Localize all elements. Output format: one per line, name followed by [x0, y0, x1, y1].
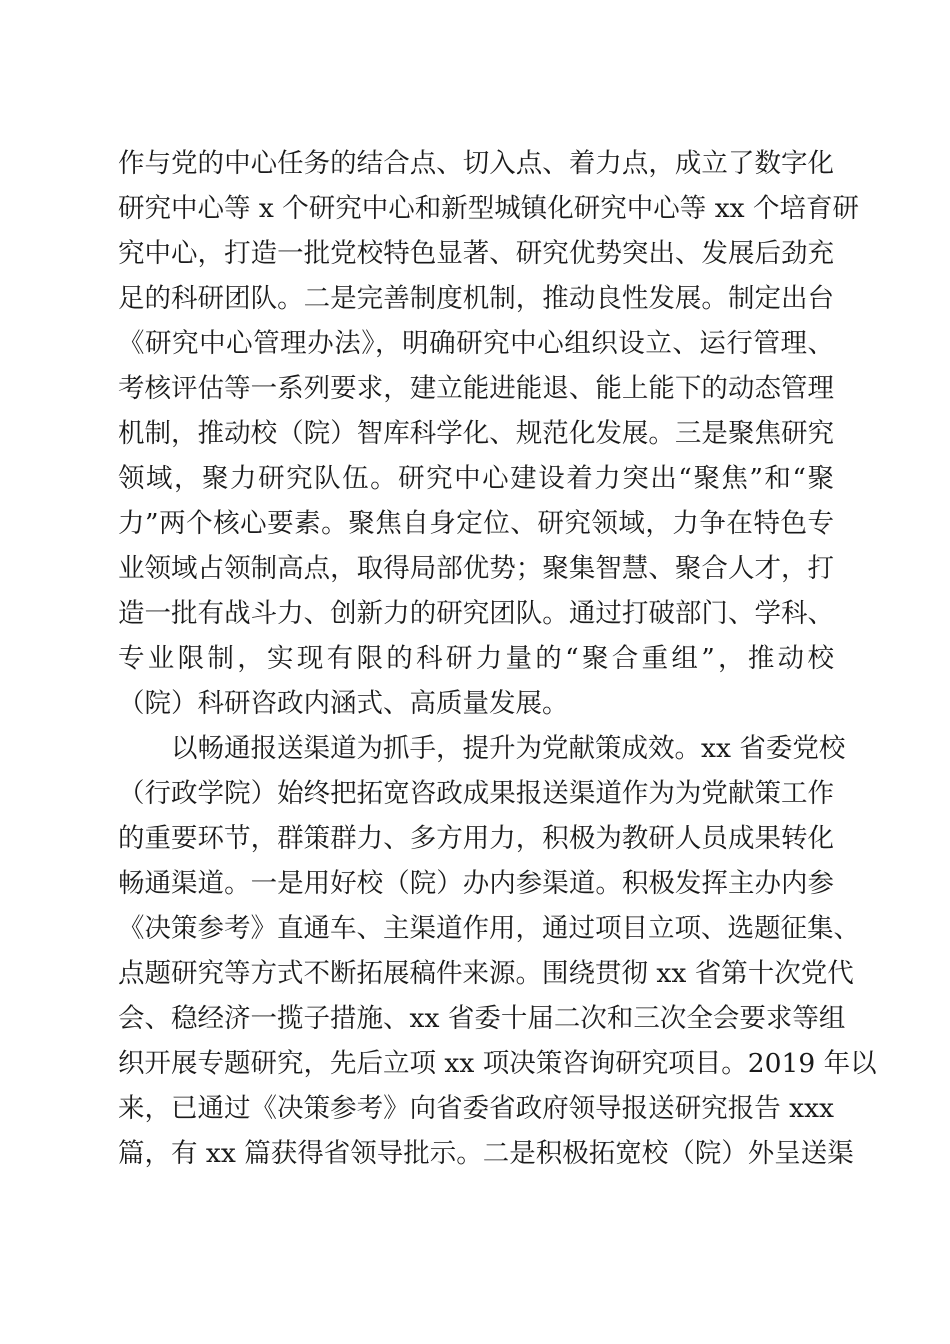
text-line: 畅通渠道。一是用好校（院）办内参渠道。积极发挥主办内参: [118, 868, 834, 899]
text-line: 以畅通报送渠道为抓手，提升为党献策成效。xx 省委党校: [171, 733, 846, 764]
text-line: 来，已通过《决策参考》向省委省政府领导报送研究报告 xxx: [118, 1093, 834, 1124]
text-line: 织开展专题研究，先后立项 xx 项决策咨询研究项目。2019 年以: [118, 1048, 877, 1079]
text-line: 专业限制，实现有限的科研力量的“聚合重组”，推动校: [118, 643, 834, 674]
text-line: 领域，聚力研究队伍。研究中心建设着力突出“聚焦”和“聚: [118, 463, 834, 494]
text-line: 点题研究等方式不断拓展稿件来源。围绕贯彻 xx 省第十次党代: [118, 958, 854, 989]
text-line: 究中心，打造一批党校特色显著、研究优势突出、发展后劲充: [118, 238, 834, 269]
text-line: 业领域占领制高点，取得局部优势；聚集智慧、聚合人才，打: [118, 553, 834, 584]
text-line: 篇，有 xx 篇获得省领导批示。二是积极拓宽校（院）外呈送渠: [118, 1138, 854, 1169]
paragraph-1: [118, 141, 860, 726]
document-body: [118, 141, 877, 1176]
text-line: 造一批有战斗力、创新力的研究团队。通过打破部门、学科、: [118, 598, 834, 629]
paragraph-2: [118, 726, 877, 1176]
text-line: 研究中心等 x 个研究中心和新型城镇化研究中心等 xx 个培育研: [118, 193, 860, 224]
text-line: 力”两个核心要素。聚焦自身定位、研究领域，力争在特色专: [118, 508, 834, 539]
text-line: 《研究中心管理办法》，明确研究中心组织设立、运行管理、: [118, 328, 834, 359]
text-line: 作与党的中心任务的结合点、切入点、着力点，成立了数字化: [118, 148, 834, 179]
text-line: 足的科研团队。二是完善制度机制，推动良性发展。制定出台: [118, 283, 834, 314]
text-line: 考核评估等一系列要求，建立能进能退、能上能下的动态管理: [118, 373, 834, 404]
text-line: 机制，推动校（院）智库科学化、规范化发展。三是聚焦研究: [118, 418, 834, 449]
text-line: 《决策参考》直通车、主渠道作用，通过项目立项、选题征集、: [118, 913, 860, 944]
text-line: 会、稳经济一揽子措施、xx 省委十届二次和三次全会要求等组: [118, 1003, 846, 1034]
text-line: 的重要环节，群策群力、多方用力，积极为教研人员成果转化: [118, 823, 834, 854]
text-line: （行政学院）始终把拓宽咨政成果报送渠道作为为党献策工作: [118, 778, 834, 809]
text-line: （院）科研咨政内涵式、高质量发展。: [118, 688, 569, 719]
